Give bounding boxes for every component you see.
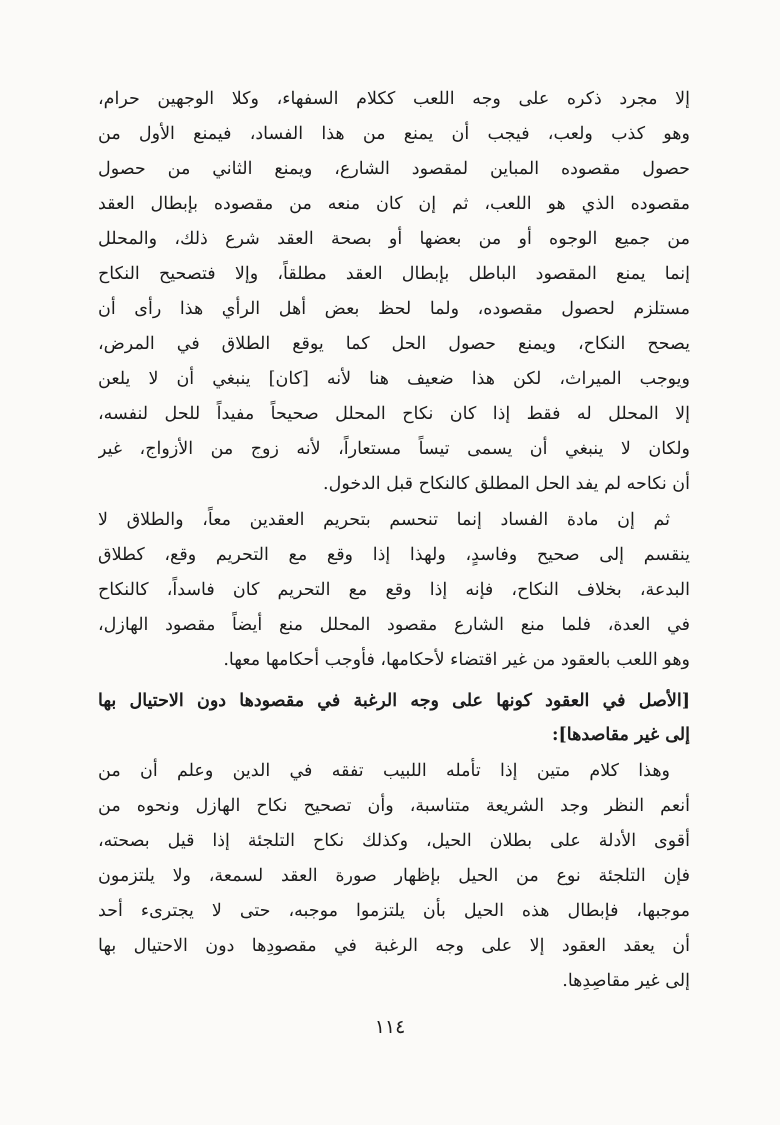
text-line: أنعم النظر وجد الشريعة متناسبة، وأن تصحيح نكاح الهازل ونحوه من (98, 796, 690, 816)
text-line: ينقسم إلى صحيح وفاسدٍ، ولهذا إذا وقع مع التحريم وقع، كطلاق (98, 545, 690, 565)
heading-line: [الأصل في العقود كونها على وجه الرغبة في مقصودها دون الاحتيال بها (98, 691, 690, 711)
text-line: ثم إن مادة الفساد إنما تنحسم بتحريم العقدين معاً، والطلاق لا (98, 510, 670, 530)
text-line: حصول مقصوده المباين لمقصود الشارع، ويمنع الثاني من حصول (98, 159, 690, 179)
text-line: إلا مجرد ذكره على وجه اللعب ككلام السفهاء، وكلا الوجهين حرام، (98, 89, 690, 109)
text-line: إنما يمنع المقصود الباطل بإبطال العقد مطلقاً، وإلا فتصحيح النكاح (98, 264, 690, 284)
text-line: مستلزم لحصول مقصوده، ولما لحظ بعض أهل الرأي هذا رأى أن (98, 299, 690, 319)
text-line: ولكان لا ينبغي أن يسمى تيساً مستعاراً، لأنه زوج من الأزواج، غير (98, 439, 690, 459)
heading-line: إلى غير مقاصدها]: (552, 725, 690, 745)
page-number: ١١٤ (374, 1016, 406, 1038)
text-line: وهو كذب ولعب، فيجب أن يمنع من هذا الفساد، فيمنع الأول من (98, 124, 690, 144)
section-heading (98, 684, 690, 752)
text-line: إلى غير مقاصِدِها. (562, 971, 690, 991)
text-line: في العدة، فلما منع الشارع مقصود المحلل منع أيضاً مقصود الهازل، (98, 615, 690, 635)
text-line: وهذا كلام متين إذا تأمله اللبيب تفقه في الدين وعلم أن من (98, 761, 670, 781)
text-line: أقوى الأدلة على بطلان الحيل، وكذلك نكاح التلجئة إذا قيل بصحته، (98, 831, 690, 851)
paragraph-1 (98, 82, 690, 502)
text-line: يصحح النكاح، ويمنع حصول الحل كما يوقع الطلاق في المرض، (98, 334, 690, 354)
text-line: موجبها، فإبطال هذه الحيل بأن يلتزموا موجبه، حتى لا يجترىء أحد (98, 901, 690, 921)
text-line: فإن التلجئة نوع من الحيل بإظهار صورة العقد لسمعة، ولا يلتزمون (98, 866, 690, 886)
paragraph-2 (98, 503, 690, 678)
text-line: مقصوده الذي هو اللعب، ثم إن كان منعه من مقصوده بإبطال العقد (98, 194, 690, 214)
text-line: من جميع الوجوه أو من بعضها أو بصحة العقد شرع ذلك، والمحلل (98, 229, 690, 249)
text-line: أن يعقد العقود إلا على وجه الرغبة في مقصودِها دون الاحتيال بها (98, 936, 690, 956)
text-line: أن نكاحه لم يفد الحل المطلق كالنكاح قبل الدخول. (323, 474, 690, 494)
text-line: البدعة، بخلاف النكاح، فإنه إذا وقع مع التحريم كان فاسداً، كالنكاح (98, 580, 690, 600)
text-line: ويوجب الميراث، لكن هذا ضعيف هنا لأنه [كان] ينبغي أن لا يلعن (98, 369, 690, 389)
text-line: إلا المحلل له فقط إذا كان نكاح المحلل صحيحاً مفيداً للحل لنفسه، (98, 404, 690, 424)
text-line: وهو اللعب بالعقود من غير اقتضاء لأحكامها، فأوجب أحكامها معها. (223, 650, 690, 670)
paragraph-3 (98, 754, 690, 999)
